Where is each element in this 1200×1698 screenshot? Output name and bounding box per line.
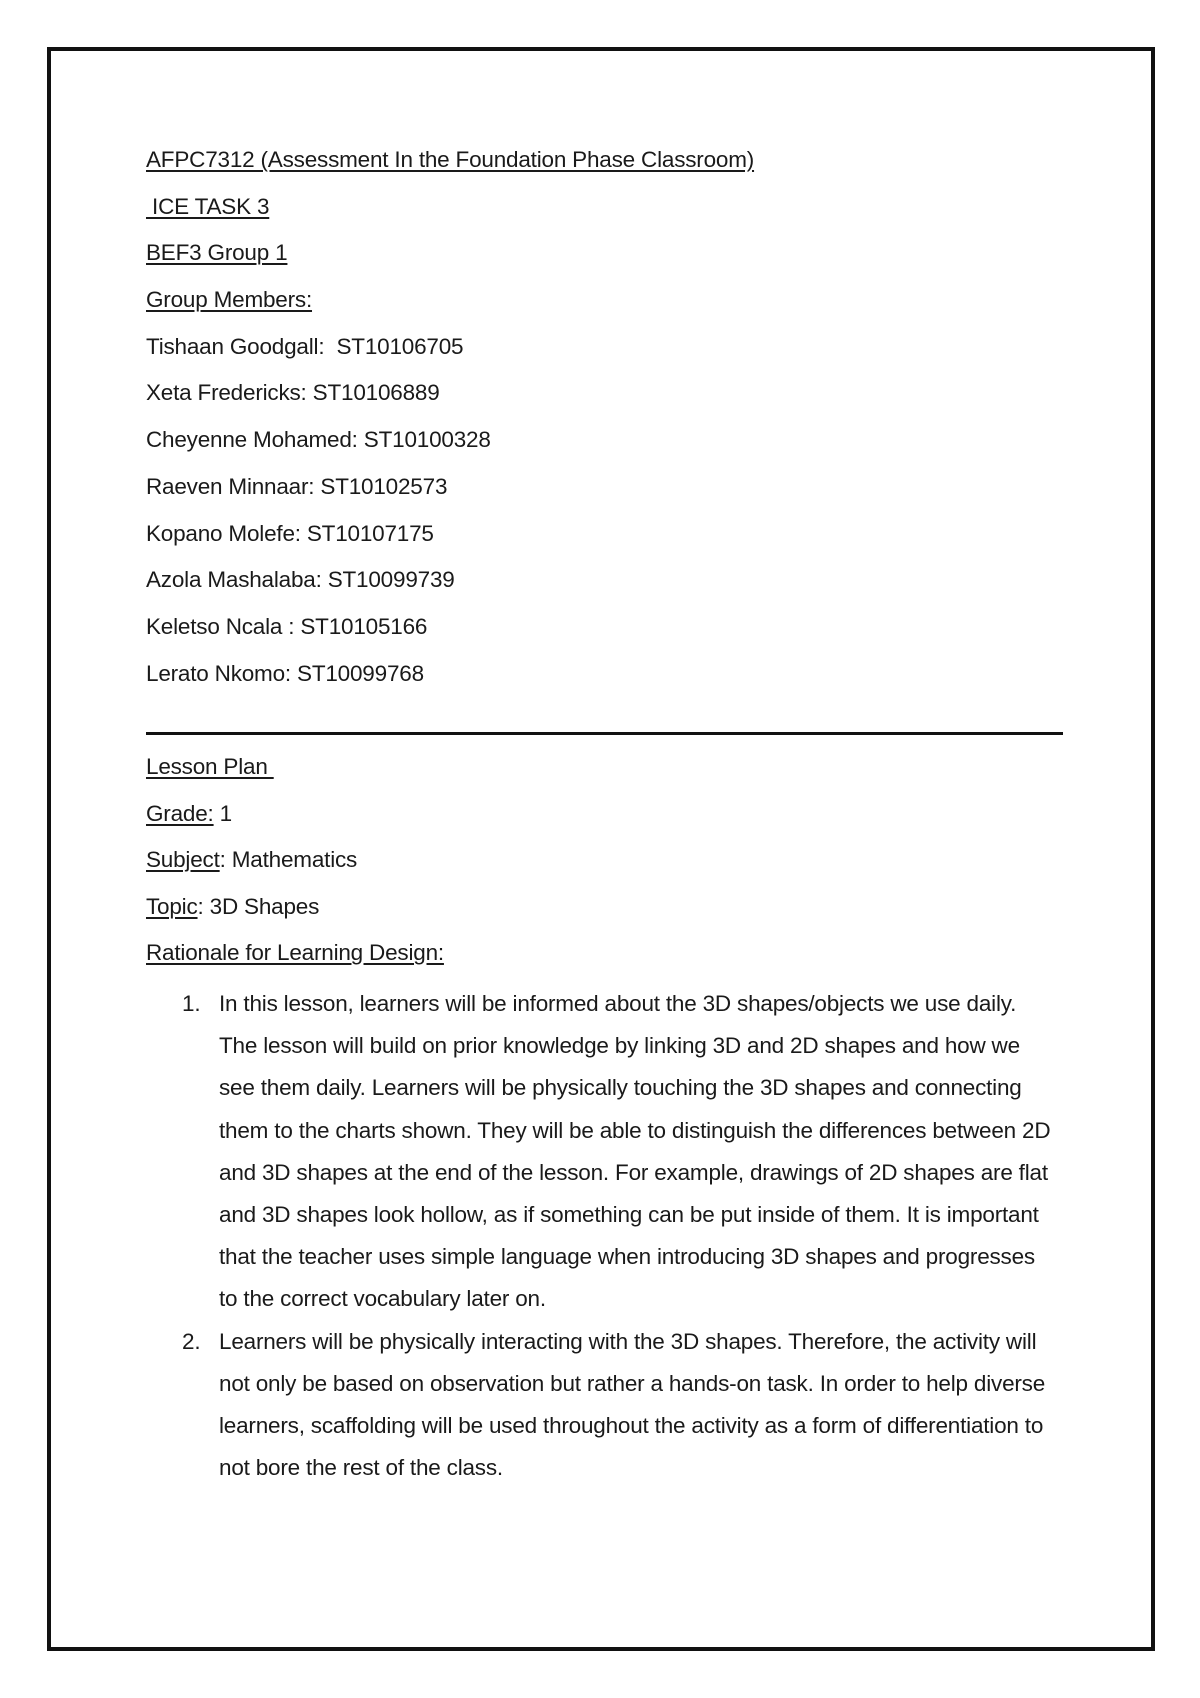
course-title-text: AFPC7312 (Assessment In the Foundation Phase Classroom): [146, 147, 755, 172]
course-title: [146, 143, 1066, 190]
grade-line: [146, 797, 1066, 844]
member-entry: Azola Mashalaba: ST10099739: [146, 567, 455, 593]
member-entry: Lerato Nkomo: ST10099768: [146, 660, 424, 686]
header-block: [146, 143, 1066, 703]
rationale-heading-text: Rationale for Learning Design:: [146, 940, 444, 966]
subject-line: [146, 843, 1066, 890]
member-entry: Xeta Fredericks: ST10106889: [146, 380, 440, 406]
subject-label: Subject: [146, 847, 220, 873]
members-heading: [146, 283, 1066, 330]
rationale-item-text: In this lesson, learners will be informed about the 3D shapes/objects we use daily. The lesson will build on prior knowledge by linking 3D and 2D shapes and how we see them daily. Learners will be physically touching the 3D shapes and connecting them to the charts shown. They will be able to distinguish the differences between 2D and 3D shapes at the end of the lesson. For example, drawings of 2D shapes are flat and 3D shapes look hollow, as if something can be put inside of them. It is important that the teacher uses simple language when introducing 3D shapes and progresses to the correct vocabulary later on.: [219, 991, 1051, 1312]
topic-line: [146, 890, 1066, 937]
member-entry: Keletso Ncala : ST10105166: [146, 613, 428, 639]
member-entry: Raeven Minnaar: ST10102573: [146, 473, 448, 499]
group-title-text: BEF3 Group 1: [146, 240, 288, 266]
rationale-item: [146, 983, 1066, 1321]
members-heading-text: Group Members:: [146, 287, 313, 313]
subject-value: : Mathematics: [219, 847, 358, 873]
rationale-heading: [146, 936, 1066, 983]
topic-label: Topic: [146, 893, 198, 919]
lesson-block: [146, 750, 1066, 983]
grade-value: 1: [213, 800, 232, 826]
rationale-item-number: 1.: [182, 991, 201, 1016]
member-entry: Tishaan Goodgall: ST10106705: [146, 333, 464, 359]
member-entry: Cheyenne Mohamed: ST10100328: [146, 427, 491, 453]
grade-label: Grade:: [146, 800, 214, 826]
lesson-title: [146, 750, 1066, 797]
lesson-title-text: Lesson Plan: [146, 754, 274, 779]
task-title: [146, 190, 1066, 237]
rationale-list: [146, 983, 1066, 1489]
rationale-item: [146, 1321, 1066, 1490]
member-entry: Kopano Molefe: ST10107175: [146, 520, 434, 546]
rationale-item-text: Learners will be physically interacting with the 3D shapes. Therefore, the activity will not only be based on observation but rather a hands-on task. In order to help diverse learners, scaffolding will be used throughout the activity as a form of differentiation to not bore the rest of the class.: [219, 1328, 1046, 1481]
rationale-item-number: 2.: [182, 1328, 201, 1354]
task-title-text: ICE TASK 3: [146, 193, 270, 219]
group-title: [146, 236, 1066, 283]
topic-value: : 3D Shapes: [197, 893, 320, 919]
horizontal-divider: [146, 732, 1063, 735]
